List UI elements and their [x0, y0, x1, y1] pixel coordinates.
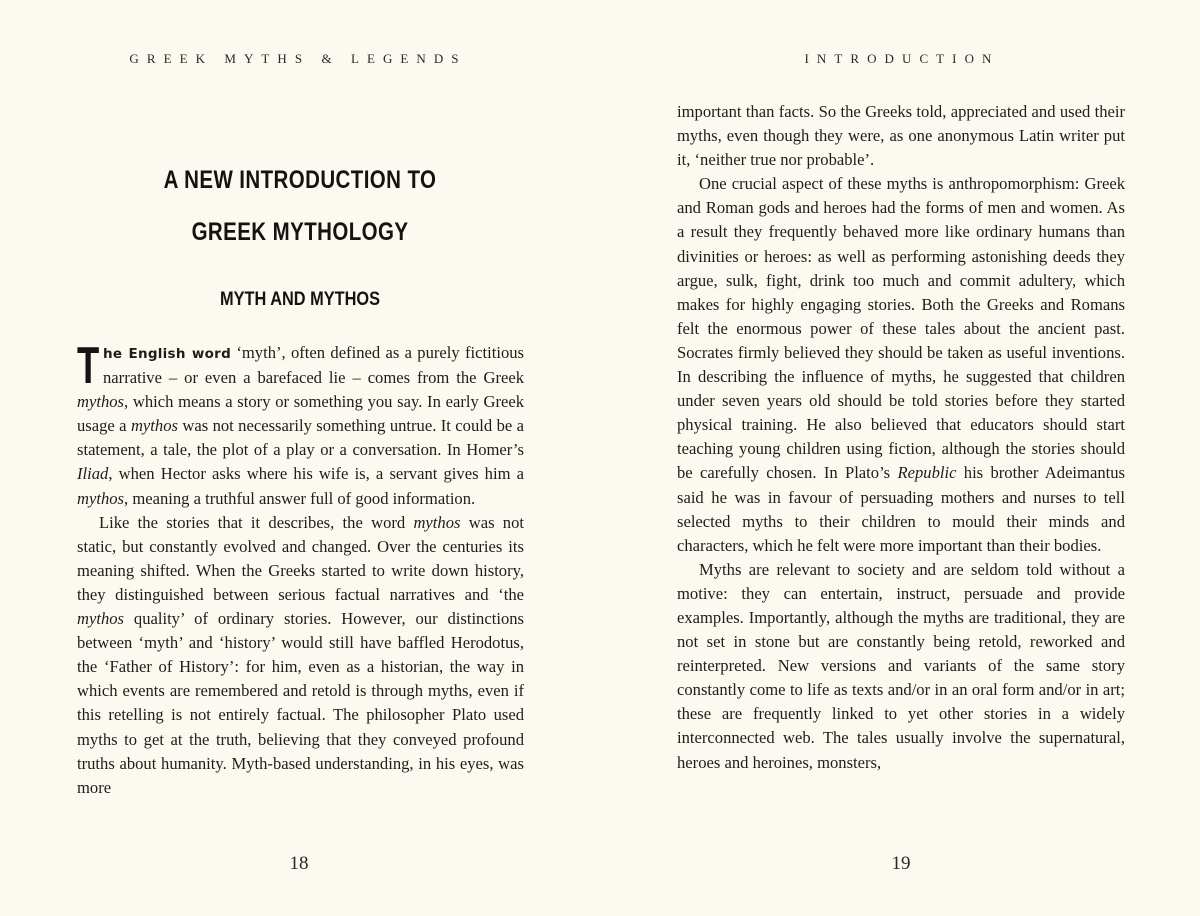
italic-term: mythos: [77, 488, 125, 508]
text-run: , meaning a truthful answer full of good information.: [124, 488, 476, 508]
paragraph-2: Myths are relevant to society and are seldom told without a motive: they can entertain, instruct, persuade and provide examples. Importantly, although the myths are traditional, they are not set in stone but are constantly being retold, reworked and reinterpreted. New versions and variants of the same story constantly come to life as texts and/or in an oral form and/or in art; these are frequently linked to yet other stories in a widely interconnected web. The tales usually involve the supernatural, heroes and heroines, monsters,: [677, 559, 1125, 772]
left-body-text: [77, 337, 524, 800]
running-head-right: INTRODUCTION: [804, 51, 1000, 66]
italic-term: mythos: [77, 392, 125, 412]
right-body-text: [677, 100, 1125, 775]
paragraph-continued: important than facts. So the Greeks told, appreciated and used their myths, even though they were, as one anonymous Latin writer put it, ‘neither true nor probable’.: [677, 102, 1125, 170]
italic-title: Republic: [897, 463, 957, 483]
text-run: , when Hector asks where his wife is, a servant gives him a: [108, 464, 524, 484]
section-title: MYTH AND MYTHOS: [219, 289, 381, 310]
text-run: quality’ of ordinary stories. However, our distinctions between ‘myth’ and ‘history’ would still have baffled Herodotus, the ‘Father of History’: for him, even as a historian, the way in which events are remembered and retold is through myths, even if this retelling is not entirely factual. The philosopher Plato used myths to get at the truth, believing that they conveyed profound truths about humanity. Myth-based understanding, in his eyes, was more: [77, 609, 524, 797]
italic-term: mythos: [130, 416, 178, 436]
page-number-right: 19: [891, 853, 911, 874]
paragraph-2: [77, 511, 524, 800]
text-run: , which means a story or something you say. In early Greek usage a: [77, 392, 524, 436]
paragraph-1: [677, 172, 1125, 558]
italic-title: Iliad: [77, 464, 109, 484]
italic-term: mythos: [413, 512, 461, 532]
right-page: [600, 0, 1200, 916]
text-run: was not static, but constantly evolved and changed. Over the centuries its meaning shifted. When the Greeks started to write down history, they distinguished between serious factual narratives and ‘the: [77, 512, 524, 604]
paragraph-1: [77, 337, 524, 511]
page-number-left: 18: [289, 853, 309, 874]
lead-in: he English word: [103, 346, 232, 362]
text-run: his brother Adeimantus said he was in favour of persuading mothers and nurses to tell selected myths to their children to mould their minds and characters, which he felt were more important than their bodies.: [677, 463, 1125, 555]
text-run: was not necessarily something untrue. It could be a statement, a tale, the plot of a play or a conversation. In Homer’s: [77, 416, 524, 460]
text-run: ‘myth’, often defined as a purely fictitious narrative – or even a barefaced lie – comes from the Greek: [103, 343, 524, 388]
chapter-title-line-1: A NEW INTRODUCTION TO: [163, 166, 437, 194]
drop-cap: T: [77, 337, 100, 395]
running-head-left: GREEK MYTHS & LEGENDS: [129, 51, 467, 66]
text-run: One crucial aspect of these myths is anthropomorphism: Greek and Roman gods and heroes had the forms of men and women. As a result they frequently behaved more like ordinary humans than divinities or heroes: as well as performing astonishing deeds they argue, sulk, fight, drink too much and commit adultery, which makes for highly engaging stories. Both the Greeks and Romans felt the enormous power of these tales about the ancient past. Socrates firmly believed they should be taken as useful inventions. In describing the influence of myths, he suggested that children under seven years old should be told stories before they started physical training. He also believed that educators should start teaching young children using fiction, although the stories should be carefully chosen. In Plato’s: [677, 174, 1125, 483]
chapter-title-line-2: GREEK MYTHOLOGY: [191, 218, 409, 246]
italic-term: mythos: [77, 609, 125, 629]
text-run: Like the stories that it describes, the word: [99, 512, 414, 532]
